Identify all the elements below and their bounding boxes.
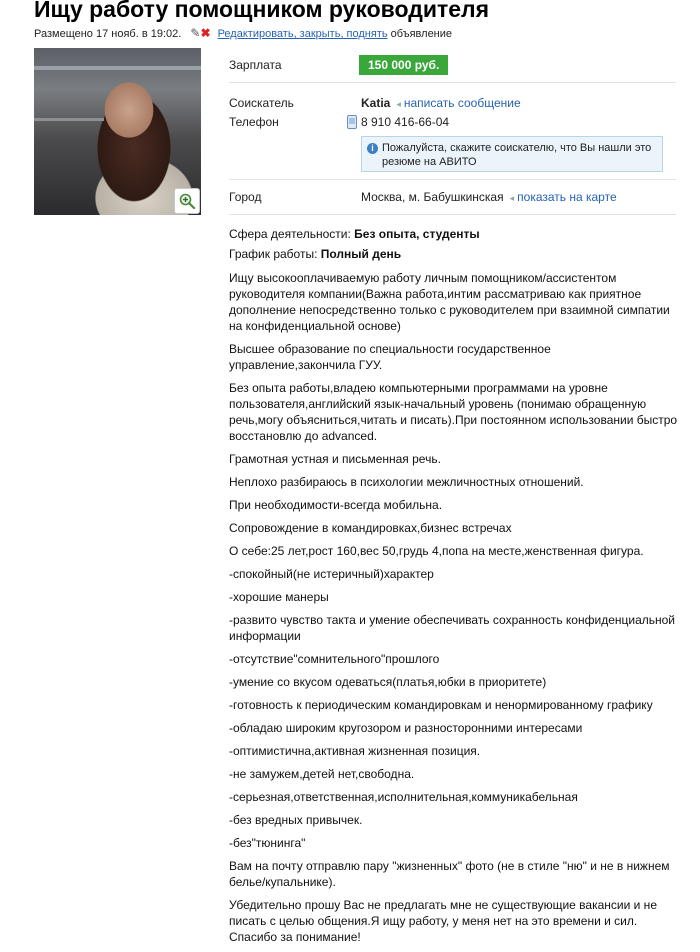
description-paragraph: -без"тюнинга" [229,836,306,850]
sphere-label: Сфера деятельности: [229,227,351,241]
notice-text: Пожалуйста, скажите соискателю, что Вы нашли это резюме на АВИТО [382,142,652,168]
description-paragraph: Высшее образование по специальности государственное управление,закончила ГУУ. [229,342,551,372]
salary-label: Зарплата [229,58,282,72]
write-message-link[interactable]: написать сообщение [403,96,521,110]
description-paragraph: -не замужем,детей нет,свободна. [229,767,415,781]
phone-number: 8 910 416-66-04 [361,115,450,129]
description-paragraph: -отсутствие"сомнительного"прошлого [229,652,440,666]
ad-meta [34,26,452,40]
pencil-icon[interactable]: ✎ [190,26,201,40]
city-label: Город [229,190,262,204]
description-paragraph: При необходимости-всегда мобильна. [229,498,443,512]
description-paragraph: -оптимистична,активная жизненная позиция. [229,744,481,758]
photo-detail [34,118,104,121]
divider [229,214,676,215]
description-paragraph: -серьезная,ответственная,исполнительная,коммуникабельная [229,790,578,804]
description-paragraph: -готовность к периодическим командировкам и ненормированному графику [229,698,653,712]
posted-date: Размещено 17 нояб. в 19:02. [34,28,182,40]
avito-notice [361,136,663,172]
description-paragraph: Без опыта работы,владею компьютерными программами на уровне пользователя,английский язык-начальный уровень (понимаю обращенную речь,могу объясниться,читать и писать).При постоянном использовании быстро восстановлю до advanced. [229,381,678,443]
ad-title: Ищу работу помощником руководителя [34,0,490,22]
info-icon: i [367,143,378,154]
schedule-line [229,247,401,261]
sphere-value: Без опыта, студенты [354,227,480,241]
divider [229,179,676,180]
seeker-name: Katia [361,96,391,110]
salary-badge: 150 000 руб. [359,55,448,75]
description-paragraph: Грамотная устная и письменная речь. [229,452,441,466]
divider [229,82,676,83]
description-paragraph: -без вредных привычек. [229,813,363,827]
seeker-label: Соискатель [229,96,294,110]
description-paragraph: -умение со вкусом одеваться(платья,юбки в приоритете) [229,675,547,689]
description-paragraph: Ищу высокооплачиваемую работу личным помощником/ассистентом руководителя компании(Важна работа,интим рассматриваю как приятное дополнение непосредственно только с руководителем при взаимной симпатии на конфиденциальной основе) [229,271,670,333]
seeker-value: Katia ◂ написать сообщение [361,96,521,110]
description-paragraph: -обладаю широким кругозором и разносторонними интересами [229,721,583,735]
city-value: Москва, м. Бабушкинская ◂ показать на карте [361,190,617,204]
description-paragraph: -хорошие манеры [229,590,329,604]
description-paragraph: -развито чувство такта и умение обеспечивать сохранность конфиденциальной информации [229,613,675,643]
schedule-label: График работы: [229,247,318,261]
description-paragraph: Убедительно прошу Вас не предлагать мне не существующие вакансии и не писать с целью общения.Я ищу работу, у меня нет на это времени и сил. Спасибо за понимание! [229,898,657,944]
x-icon[interactable]: ✖ [200,26,211,40]
resume-description [229,270,679,952]
phone-icon [347,115,357,129]
description-paragraph: Вам на почту отправлю пару "жизненных" фото (не в стиле "ню" и не в нижнем белье/купальнике). [229,859,670,889]
description-paragraph: Неплохо разбираюсь в психологии межличностных отношений. [229,475,584,489]
city-name: Москва, м. Бабушкинская [361,190,504,204]
edit-ad-link[interactable]: Редактировать, закрыть, поднять [217,28,388,40]
edit-ad-suffix: объявление [390,28,453,40]
show-on-map-link[interactable]: показать на карте [517,190,617,204]
description-paragraph: Сопровождение в командировках,бизнес встречах [229,521,512,535]
phone-label: Телефон [229,115,279,129]
description-paragraph: О себе:25 лет,рост 160,вес 50,грудь 4,попа на месте,женственная фигура. [229,544,644,558]
schedule-value: Полный день [320,247,402,261]
description-paragraph: -спокойный(не истеричный)характер [229,567,434,581]
photo-detail [34,66,201,70]
sphere-line [229,227,480,241]
magnifier-plus-icon[interactable] [174,188,200,214]
